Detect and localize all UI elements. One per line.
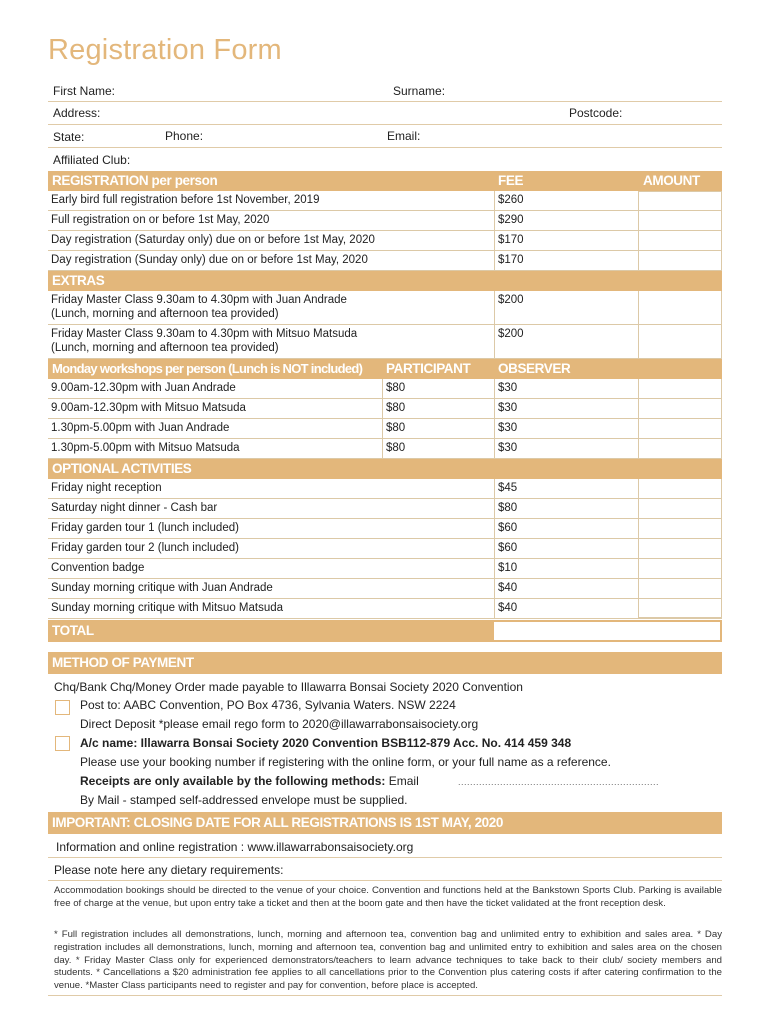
row-fee: $260 (494, 191, 638, 210)
important-header (48, 812, 722, 834)
row-fee: $45 (494, 479, 638, 498)
observer-header: OBSERVER (498, 361, 571, 376)
table-row (48, 325, 722, 359)
registration-title: REGISTRATION per person (52, 173, 218, 188)
optional-header (48, 459, 722, 479)
direct-deposit-checkbox[interactable] (55, 736, 70, 751)
fee-header: FEE (498, 173, 524, 188)
receipts-text (80, 774, 419, 788)
accommodation-note: Accommodation bookings should be directed to the venue of your choice. Convention and functions held at the Bankstown Sports Club. Parking is available free of charge at the venue, but upon entry take a ticket and then at the boom gate and then have the ticket validated at the front reception desk. (54, 885, 722, 909)
post-address-text: Post to: AABC Convention, PO Box 4736, Sylvania Waters. NSW 2224 (80, 698, 456, 712)
row-description: Friday garden tour 1 (lunch included) (51, 522, 239, 534)
row-fee: $80 (494, 499, 638, 518)
divider (48, 857, 722, 858)
dietary-label[interactable]: Please note here any dietary requirements: (54, 863, 284, 877)
row-participant-fee: $80 (382, 379, 494, 398)
table-row (48, 399, 722, 419)
row-description: Day registration (Saturday only) due on or before 1st May, 2020 (51, 234, 375, 246)
row-participant-fee: $80 (382, 439, 494, 458)
total-label: TOTAL (52, 623, 94, 638)
extras-title: EXTRAS (52, 273, 105, 288)
row-observer-fee: $30 (494, 399, 638, 418)
row-participant-fee: $80 (382, 419, 494, 438)
row-fee: $10 (494, 559, 638, 578)
table-row (48, 559, 722, 579)
table-row (48, 439, 722, 459)
row-description: Friday garden tour 2 (lunch included) (51, 542, 239, 554)
row-fee: $290 (494, 211, 638, 230)
row-description: 9.00am-12.30pm with Mitsuo Matsuda (51, 402, 246, 414)
mail-text: By Mail - stamped self-addressed envelope must be supplied. (80, 793, 408, 807)
table-row (48, 579, 722, 599)
email-label: Email: (387, 129, 421, 143)
row-observer-fee: $30 (494, 379, 638, 398)
row-description: 1.30pm-5.00pm with Mitsuo Matsuda (51, 442, 240, 454)
table-row (48, 191, 722, 211)
optional-title: OPTIONAL ACTIVITIES (52, 461, 192, 476)
row-description: Full registration on or before 1st May, 2020 (51, 214, 270, 226)
row-description-note: (Lunch, morning and afternoon tea provided) (51, 342, 279, 354)
divider (48, 880, 722, 881)
divider (48, 124, 722, 125)
table-row (48, 499, 722, 519)
info-website-text: Information and online registration : www.illawarrabonsaisociety.org (56, 840, 414, 854)
row-fee: $200 (494, 325, 638, 358)
extras-header (48, 271, 722, 291)
phone-label: Phone: (165, 129, 204, 143)
registration-header (48, 171, 722, 191)
row-description: Saturday night dinner - Cash bar (51, 502, 218, 514)
table-row (48, 539, 722, 559)
row-description: Early bird full registration before 1st November, 2019 (51, 194, 320, 206)
table-row (48, 379, 722, 399)
state-label: State: (53, 130, 85, 144)
table-row (48, 519, 722, 539)
table-row (48, 211, 722, 231)
divider (48, 101, 722, 102)
account-details-text: A/c name: Illawarra Bonsai Society 2020 Convention BSB112-879 Acc. No. 414 459 348 (80, 736, 572, 750)
table-row (48, 599, 722, 619)
footnotes: * Full registration includes all demonstrations, lunch, morning and afternoon tea, convention bag and unlimited entry to exhibition and sales area. * Day registration includes all demonstrations, lunch, morning and afternoon tea, convention bag and unlimited entry to exhibition and sales area on the chosen day. * Friday Master Class only for experienced demonstrators/teachers to learn advance techniques to take back to their club/ society members and students. * Cancellations a $20 administration fee applies to all cancellations prior to the Convention plus catering costs if after catering confirmation to the venue. *Master Class participants need to register and pay for convention, before place is accepted. (54, 929, 722, 992)
row-fee: $170 (494, 231, 638, 250)
row-description: Friday Master Class 9.30am to 4.30pm with Juan Andrade (51, 294, 347, 306)
row-description: 1.30pm-5.00pm with Juan Andrade (51, 422, 230, 434)
important-title: IMPORTANT: CLOSING DATE FOR ALL REGISTRATIONS IS 1ST MAY, 2020 (52, 815, 504, 830)
table-row (48, 479, 722, 499)
row-fee: $40 (494, 579, 638, 598)
surname-label: Surname: (393, 84, 446, 98)
row-fee: $60 (494, 519, 638, 538)
row-description: 9.00am-12.30pm with Juan Andrade (51, 382, 236, 394)
row-description: Friday night reception (51, 482, 162, 494)
row-description: Sunday morning critique with Juan Andrade (51, 582, 273, 594)
row-fee: $200 (494, 291, 638, 324)
payment-header (48, 652, 722, 674)
postcode-label: Postcode: (569, 106, 623, 120)
first-name-label: First Name: (53, 84, 116, 98)
amount-header: AMOUNT (643, 173, 700, 188)
receipts-bold-text: Receipts are only available by the following methods: (80, 774, 386, 788)
workshops-title: Monday workshops per person (Lunch is NOT included) (52, 361, 363, 376)
table-row (48, 419, 722, 439)
workshops-header (48, 359, 722, 379)
table-row (48, 231, 722, 251)
address-label: Address: (53, 106, 101, 120)
row-description: Sunday morning critique with Mitsuo Matsuda (51, 602, 284, 614)
divider (48, 995, 722, 996)
email-dotted-line[interactable]: ................................................................... (458, 777, 660, 787)
divider (48, 147, 722, 148)
club-label: Affiliated Club: (53, 153, 131, 167)
row-fee: $170 (494, 251, 638, 270)
total-amount-field[interactable] (494, 622, 720, 640)
receipts-email-label: Email (385, 774, 419, 788)
row-description-note: (Lunch, morning and afternoon tea provided) (51, 308, 279, 320)
row-participant-fee: $80 (382, 399, 494, 418)
payment-payable-text: Chq/Bank Chq/Money Order made payable to Illawarra Bonsai Society 2020 Convention (54, 680, 523, 694)
booking-reference-text: Please use your booking number if registering with the online form, or your full name as a reference. (80, 755, 611, 769)
participant-header: PARTICIPANT (386, 361, 471, 376)
payment-title: METHOD OF PAYMENT (52, 655, 194, 670)
table-row (48, 251, 722, 271)
post-checkbox[interactable] (55, 700, 70, 715)
row-observer-fee: $30 (494, 439, 638, 458)
row-observer-fee: $30 (494, 419, 638, 438)
row-fee: $60 (494, 539, 638, 558)
table-row (48, 291, 722, 325)
row-description: Day registration (Sunday only) due on or before 1st May, 2020 (51, 254, 368, 266)
row-fee: $40 (494, 599, 638, 618)
row-description: Friday Master Class 9.30am to 4.30pm with Mitsuo Matsuda (51, 328, 358, 340)
direct-deposit-text: Direct Deposit *please email rego form to 2020@illawarrabonsaisociety.org (80, 717, 479, 731)
row-description: Convention badge (51, 562, 145, 574)
page-title: Registration Form (48, 34, 282, 66)
